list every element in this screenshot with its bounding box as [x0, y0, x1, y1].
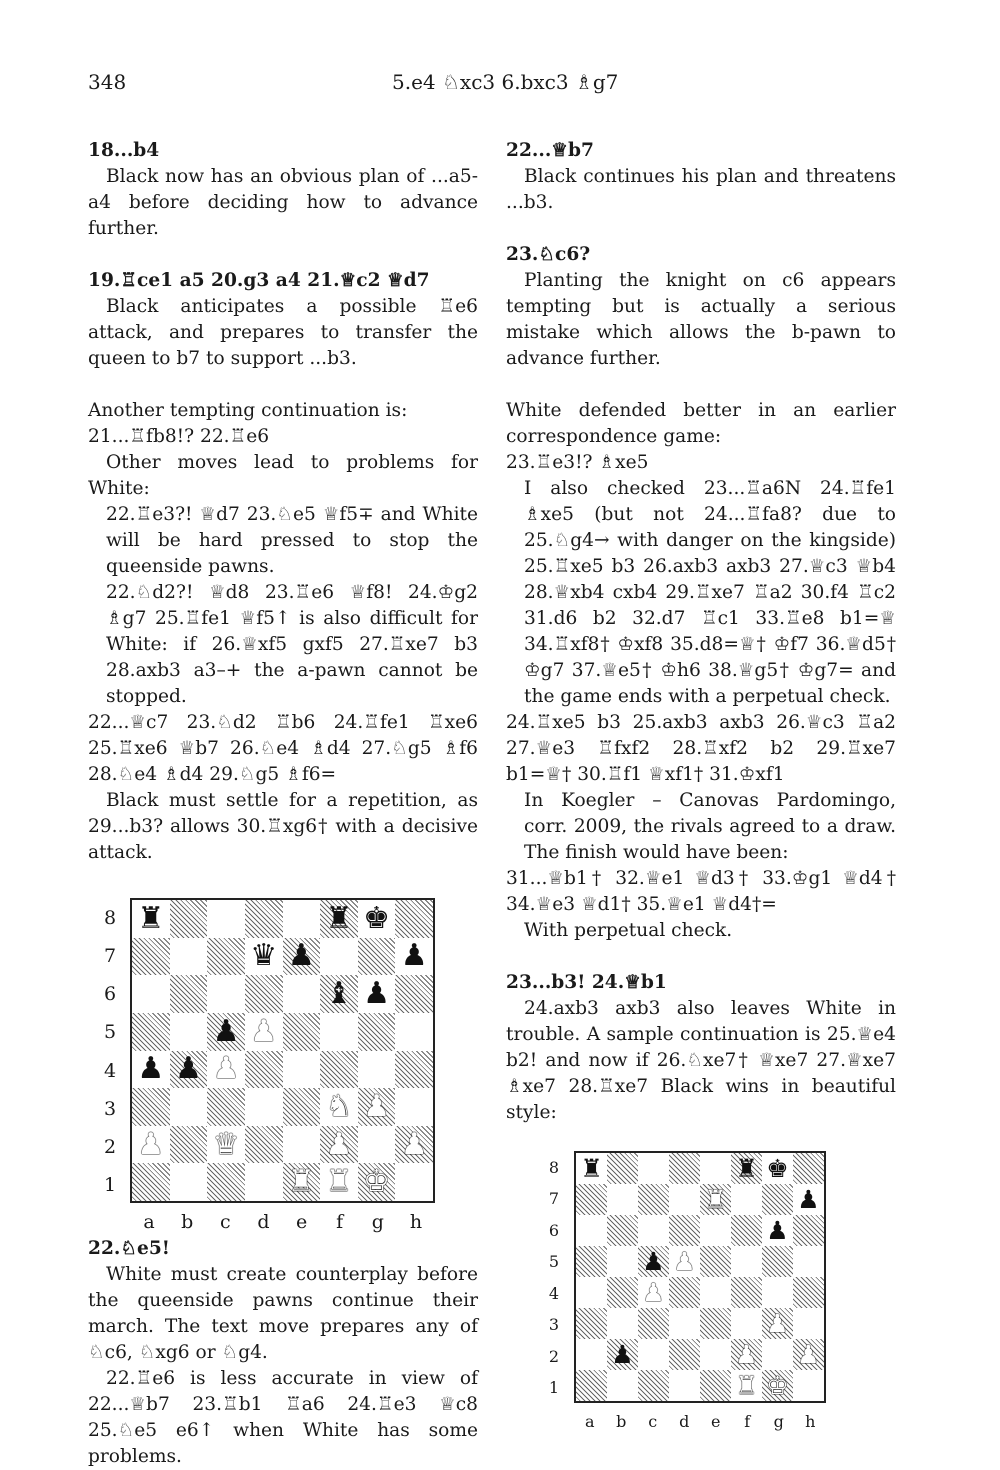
white-queen-icon: ♛ — [212, 1126, 240, 1162]
variation-indented: 22.♘d2?! ♕d8 23.♖e6 ♕f8! 24.♔g2 ♗g7 25.♖fe1 ♕f5↑ is also difficult for White: if 26.♕xf5 gxf5 27.♖xe7 b3 28.axb3 a3–+ the a-pawn cannot be stopped. — [106, 582, 478, 707]
square-e3 — [700, 1308, 731, 1339]
running-title: 5.e4 ♘xc3 6.bxc3 ♗g7 — [392, 70, 619, 94]
square-d2 — [669, 1339, 700, 1370]
rank-label: 6 — [103, 983, 117, 1006]
variation-indented: I also checked 23...♖a6N 24.♖fe1 ♗xe5 (but not 24...♖fa8? due to 25.♘g4→ with danger on the kingside) 25.♖xe5 b3 26.axb3 axb3 27.♕c3 ♕b4 28.♕xb4 cxb4 29.♖xe7 ♖a2 30.f4 ♖c2 31.d6 b2 32.d7 ♖c1 33.♖e8 b1=♕ 34.♖xf8† ♔xf8 35.d8=♕† ♔f7 36.♕d5† ♔g7 37.♕e5† ♔h6 38.♕g5† ♔g7= and the game ends with a perpetual check. — [524, 478, 896, 707]
black-pawn-icon: ♟ — [642, 1247, 665, 1276]
chess-board-1 — [130, 898, 435, 1203]
paragraph: Another tempting continuation is: — [88, 400, 408, 421]
page-number: 348 — [88, 70, 127, 94]
square-g6 — [358, 975, 396, 1013]
square-d4 — [245, 1051, 283, 1089]
file-label: d — [257, 1211, 270, 1233]
rank-label: 7 — [548, 1189, 560, 1209]
black-king-icon: ♚ — [363, 900, 391, 936]
square-g8 — [358, 900, 396, 938]
move-heading: 23...b3! 24.♕b1 — [506, 972, 667, 993]
square-h2 — [793, 1339, 824, 1370]
paragraph: Black continues his plan and threatens ...b3. — [506, 166, 896, 213]
paragraph: 23.♖e3!? ♗xe5 — [506, 452, 649, 473]
black-pawn-icon: ♟ — [766, 1216, 789, 1245]
square-h7 — [793, 1184, 824, 1215]
square-d5 — [669, 1246, 700, 1277]
paragraph: 22.♖e6 is less accurate in view of 22...♕b7 23.♖b1 ♖a6 24.♖e3 ♕c8 25.♘e5 e6↑ when White has some problems. — [88, 1368, 478, 1467]
square-d6 — [669, 1215, 700, 1246]
square-d7 — [245, 938, 283, 976]
rank-label: 1 — [103, 1173, 117, 1196]
square-b6 — [170, 975, 208, 1013]
square-a8 — [576, 1153, 607, 1184]
square-f2 — [320, 1126, 358, 1164]
square-f8 — [731, 1153, 762, 1184]
paragraph: Black must settle for a repetition, as 29...b3? allows 30.♖xg6† with a decisive attack. — [88, 790, 478, 863]
square-e6 — [283, 975, 321, 1013]
diagram-2 — [506, 1126, 896, 1431]
paragraph: White defended better in an earlier correspondence game: — [506, 400, 896, 447]
square-d8 — [669, 1153, 700, 1184]
rank-label: 8 — [103, 907, 117, 930]
black-king-icon: ♚ — [766, 1154, 789, 1183]
black-rook-icon: ♜ — [325, 900, 353, 936]
black-pawn-icon: ♟ — [212, 1013, 240, 1049]
paragraph: With perpetual check. — [524, 920, 733, 941]
rank-label: 4 — [548, 1283, 560, 1303]
square-c2 — [638, 1339, 669, 1370]
square-f5 — [320, 1013, 358, 1051]
square-g5 — [358, 1013, 396, 1051]
square-a2 — [132, 1126, 170, 1164]
square-e4 — [700, 1277, 731, 1308]
white-rook-icon: ♜ — [325, 1164, 353, 1200]
square-c4 — [207, 1051, 245, 1089]
square-d1 — [669, 1370, 700, 1401]
white-pawn-icon: ♟ — [642, 1278, 665, 1307]
left-text-top — [88, 138, 478, 866]
white-pawn-icon: ♟ — [673, 1247, 696, 1276]
file-label: e — [711, 1412, 721, 1431]
square-b1 — [607, 1370, 638, 1401]
square-a6 — [132, 975, 170, 1013]
black-pawn-icon: ♟ — [174, 1051, 202, 1087]
square-e5 — [700, 1246, 731, 1277]
white-pawn-icon: ♟ — [137, 1126, 165, 1162]
spacer — [88, 372, 478, 398]
square-b3 — [607, 1308, 638, 1339]
white-pawn-icon: ♟ — [363, 1088, 391, 1124]
spacer — [506, 216, 896, 242]
square-f8 — [320, 900, 358, 938]
square-h5 — [793, 1246, 824, 1277]
square-d3 — [669, 1308, 700, 1339]
square-g7 — [358, 938, 396, 976]
file-label: b — [616, 1412, 627, 1431]
square-h8 — [793, 1153, 824, 1184]
paragraph: Black anticipates a possible ♖e6 attack, and prepares to transfer the queen to b7 to support ...b3. — [88, 296, 478, 369]
paragraph: 24.♖xe5 b3 25.axb3 axb3 26.♕c3 ♖a2 27.♕e3 ♖fxf2 28.♖xf2 b2 29.♖xe7 b1=♕† 30.♖f1 ♕xf1† 31.♔xf1 — [506, 712, 896, 785]
square-f6 — [731, 1215, 762, 1246]
file-label: f — [744, 1412, 751, 1431]
square-h8 — [395, 900, 433, 938]
square-e1 — [700, 1370, 731, 1401]
file-label: f — [336, 1211, 344, 1233]
rank-label: 2 — [103, 1135, 117, 1158]
square-a2 — [576, 1339, 607, 1370]
black-bishop-icon: ♝ — [325, 976, 353, 1012]
white-pawn-icon: ♟ — [766, 1309, 789, 1338]
square-g1 — [762, 1370, 793, 1401]
white-pawn-icon: ♟ — [400, 1126, 428, 1162]
white-rook-icon: ♜ — [287, 1164, 315, 1200]
diagram-1 — [88, 866, 478, 1236]
rank-label: 4 — [103, 1059, 117, 1082]
move-heading: 18...b4 — [88, 140, 160, 161]
square-c3 — [207, 1088, 245, 1126]
square-h3 — [395, 1088, 433, 1126]
square-c5 — [638, 1246, 669, 1277]
square-g8 — [762, 1153, 793, 1184]
square-g4 — [358, 1051, 396, 1089]
black-rook-icon: ♜ — [137, 900, 165, 936]
file-label: c — [648, 1412, 658, 1431]
square-g3 — [762, 1308, 793, 1339]
square-g7 — [762, 1184, 793, 1215]
square-d7 — [669, 1184, 700, 1215]
paragraph: 31...♕b1† 32.♕e1 ♕d3† 33.♔g1 ♕d4† 34.♕e3 ♕d1† 35.♕e1 ♕d4†= — [506, 868, 896, 915]
square-c3 — [638, 1308, 669, 1339]
file-label: c — [219, 1211, 231, 1233]
square-h3 — [793, 1308, 824, 1339]
square-b3 — [170, 1088, 208, 1126]
square-c5 — [207, 1013, 245, 1051]
square-e2 — [283, 1126, 321, 1164]
square-f4 — [731, 1277, 762, 1308]
black-rook-icon: ♜ — [580, 1154, 603, 1183]
square-g5 — [762, 1246, 793, 1277]
rank-label: 2 — [548, 1346, 560, 1366]
paragraph: Planting the knight on c6 appears tempting but is actually a serious mistake which allows the b-pawn to advance further. — [506, 270, 896, 369]
square-h2 — [395, 1126, 433, 1164]
white-pawn-icon: ♟ — [250, 1013, 278, 1049]
square-a5 — [132, 1013, 170, 1051]
square-a8 — [132, 900, 170, 938]
black-pawn-icon: ♟ — [797, 1185, 820, 1214]
black-rook-icon: ♜ — [735, 1154, 758, 1183]
square-h6 — [793, 1215, 824, 1246]
square-c1 — [638, 1370, 669, 1401]
move-heading: 23.♘c6? — [506, 244, 591, 265]
black-pawn-icon: ♟ — [400, 938, 428, 974]
spacer — [88, 242, 478, 268]
white-king-icon: ♚ — [766, 1371, 789, 1400]
white-pawn-icon: ♟ — [797, 1340, 820, 1369]
square-h5 — [395, 1013, 433, 1051]
square-f7 — [731, 1184, 762, 1215]
square-b1 — [170, 1163, 208, 1201]
black-pawn-icon: ♟ — [137, 1051, 165, 1087]
square-g4 — [762, 1277, 793, 1308]
square-b5 — [607, 1246, 638, 1277]
white-pawn-icon: ♟ — [212, 1051, 240, 1087]
square-a4 — [576, 1277, 607, 1308]
square-d2 — [245, 1126, 283, 1164]
black-pawn-icon: ♟ — [363, 976, 391, 1012]
square-a7 — [576, 1184, 607, 1215]
paragraph: 22...♕c7 23.♘d2 ♖b6 24.♖fe1 ♖xe6 25.♖xe6 ♕b7 26.♘e4 ♗d4 27.♘g5 ♗f6 28.♘e4 ♗d4 29.♘g5 ♗f6= — [88, 712, 478, 785]
square-f4 — [320, 1051, 358, 1089]
square-d1 — [245, 1163, 283, 1201]
rank-label: 5 — [548, 1252, 560, 1272]
square-c6 — [638, 1215, 669, 1246]
square-e8 — [700, 1153, 731, 1184]
black-pawn-icon: ♟ — [611, 1340, 634, 1369]
rank-label: 1 — [548, 1378, 560, 1398]
square-a4 — [132, 1051, 170, 1089]
square-f7 — [320, 938, 358, 976]
file-label: h — [805, 1412, 816, 1431]
square-g6 — [762, 1215, 793, 1246]
black-queen-icon: ♛ — [250, 938, 278, 974]
square-h1 — [395, 1163, 433, 1201]
square-b5 — [170, 1013, 208, 1051]
rank-label: 5 — [103, 1021, 117, 1044]
square-e4 — [283, 1051, 321, 1089]
square-c7 — [207, 938, 245, 976]
file-label: g — [773, 1412, 784, 1431]
square-b2 — [170, 1126, 208, 1164]
square-d8 — [245, 900, 283, 938]
move-heading: 22.♘e5! — [88, 1238, 170, 1259]
square-b8 — [170, 900, 208, 938]
left-column — [88, 138, 478, 1470]
rank-label: 7 — [103, 945, 117, 968]
file-label: a — [584, 1412, 595, 1431]
file-label: e — [295, 1211, 308, 1233]
square-a1 — [132, 1163, 170, 1201]
square-e7 — [700, 1184, 731, 1215]
variation-indented: In Koegler – Canovas Pardomingo, corr. 2009, the rivals agreed to a draw. The finish would have been: — [524, 790, 896, 863]
square-c7 — [638, 1184, 669, 1215]
square-e2 — [700, 1339, 731, 1370]
square-a7 — [132, 938, 170, 976]
square-c1 — [207, 1163, 245, 1201]
file-label: g — [371, 1211, 384, 1233]
move-heading: 19.♖ce1 a5 20.g3 a4 21.♕c2 ♕d7 — [88, 270, 430, 291]
square-e3 — [283, 1088, 321, 1126]
square-h6 — [395, 975, 433, 1013]
paragraph: Black now has an obvious plan of ...a5-a4 before deciding how to advance further. — [88, 166, 478, 239]
square-b2 — [607, 1339, 638, 1370]
square-d5 — [245, 1013, 283, 1051]
square-b8 — [607, 1153, 638, 1184]
white-pawn-icon: ♟ — [325, 1126, 353, 1162]
square-h4 — [793, 1277, 824, 1308]
paragraph: White must create counterplay before the queenside pawns continue their march. The text move prepares any of ♘c6, ♘xg6 or ♘g4. — [88, 1264, 478, 1363]
square-e5 — [283, 1013, 321, 1051]
right-column — [506, 138, 896, 1431]
square-h4 — [395, 1051, 433, 1089]
square-f2 — [731, 1339, 762, 1370]
square-b7 — [607, 1184, 638, 1215]
square-e7 — [283, 938, 321, 976]
square-e1 — [283, 1163, 321, 1201]
square-d4 — [669, 1277, 700, 1308]
square-f3 — [320, 1088, 358, 1126]
square-g3 — [358, 1088, 396, 1126]
square-h1 — [793, 1370, 824, 1401]
square-b6 — [607, 1215, 638, 1246]
square-h7 — [395, 938, 433, 976]
left-text-bottom — [88, 1236, 478, 1470]
square-a6 — [576, 1215, 607, 1246]
square-f5 — [731, 1246, 762, 1277]
paragraph: 24.axb3 axb3 also leaves White in trouble. A sample continuation is 25.♕e4 b2! and now if 26.♘xe7† ♕xe7 27.♕xe7 ♗xe7 28.♖xe7 Black wins in beautiful style: — [506, 998, 896, 1123]
rank-label: 3 — [103, 1097, 117, 1120]
file-label: h — [409, 1211, 423, 1233]
spacer — [506, 372, 896, 398]
file-label: a — [143, 1211, 155, 1233]
variation-indented: 22.♖e3?! ♕d7 23.♘e5 ♕f5∓ and White will be hard pressed to stop the queenside pawns. — [106, 504, 478, 577]
square-f1 — [731, 1370, 762, 1401]
spacer — [506, 944, 896, 970]
square-e8 — [283, 900, 321, 938]
square-e6 — [700, 1215, 731, 1246]
white-rook-icon: ♜ — [735, 1371, 758, 1400]
square-f3 — [731, 1308, 762, 1339]
right-text — [506, 138, 896, 1126]
white-king-icon: ♚ — [363, 1164, 391, 1200]
square-d3 — [245, 1088, 283, 1126]
chess-board-2 — [574, 1151, 826, 1403]
square-f6 — [320, 975, 358, 1013]
rank-label: 3 — [548, 1315, 560, 1335]
rank-label: 6 — [548, 1220, 560, 1240]
white-knight-icon: ♞ — [325, 1088, 353, 1124]
black-pawn-icon: ♟ — [287, 938, 315, 974]
square-f1 — [320, 1163, 358, 1201]
white-pawn-icon: ♟ — [735, 1340, 758, 1369]
square-c4 — [638, 1277, 669, 1308]
file-label: b — [181, 1211, 194, 1233]
square-b7 — [170, 938, 208, 976]
square-c2 — [207, 1126, 245, 1164]
square-a3 — [576, 1308, 607, 1339]
square-c8 — [638, 1153, 669, 1184]
move-heading: 22...♕b7 — [506, 140, 594, 161]
square-g2 — [358, 1126, 396, 1164]
square-a3 — [132, 1088, 170, 1126]
square-d6 — [245, 975, 283, 1013]
square-b4 — [607, 1277, 638, 1308]
square-a1 — [576, 1370, 607, 1401]
white-rook-icon: ♜ — [704, 1185, 727, 1214]
square-b4 — [170, 1051, 208, 1089]
paragraph: 21...♖fb8!? 22.♖e6 — [88, 426, 270, 447]
rank-label: 8 — [548, 1157, 560, 1177]
file-label: d — [679, 1412, 690, 1431]
paragraph: Other moves lead to problems for White: — [88, 452, 478, 499]
square-a5 — [576, 1246, 607, 1277]
square-g1 — [358, 1163, 396, 1201]
square-g2 — [762, 1339, 793, 1370]
square-c6 — [207, 975, 245, 1013]
square-c8 — [207, 900, 245, 938]
